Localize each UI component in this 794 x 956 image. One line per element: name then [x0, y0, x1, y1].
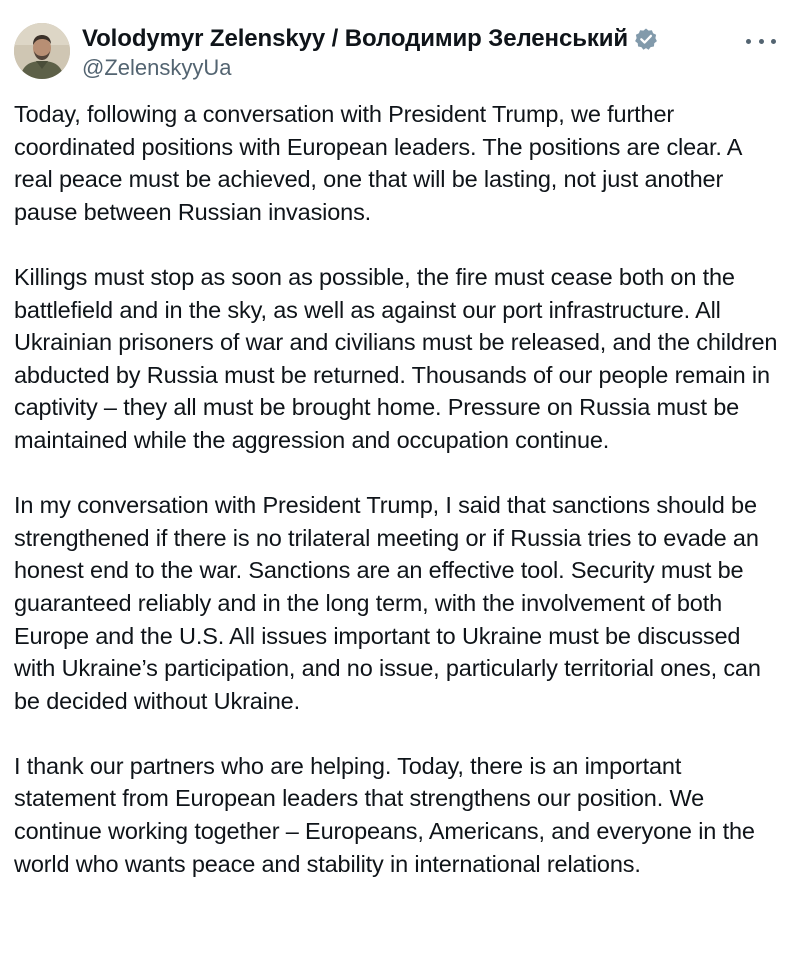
- author-avatar[interactable]: [14, 23, 70, 79]
- more-options-icon[interactable]: [746, 31, 776, 51]
- tweet-paragraph: In my conversation with President Trump, I said that sanctions should be strengthened if there is no trilateral meeting or if Russia tries to evade an honest end to the war. Sanctions are an effective tool. Security must be guaranteed reliably and in the long term, with the involvement of both Europe and the U.S. All issues important to Ukraine must be discussed with Ukraine’s participation, and no issue, particularly territorial ones, can be decided without Ukraine.: [14, 492, 761, 714]
- name-row: [82, 25, 722, 53]
- author-handle[interactable]: @ZelenskyyUa: [82, 55, 232, 80]
- more-dot: [771, 39, 776, 44]
- tweet-paragraph: Today, following a conversation with President Trump, we further coordinated positions with European leaders. The positions are clear. A real peace must be achieved, one that will be lasting, not just another pause between Russian invasions.: [14, 101, 742, 225]
- author-display-name[interactable]: Volodymyr Zelenskyy / Володимир Зеленський: [82, 25, 629, 52]
- more-dot: [746, 39, 751, 44]
- tweet-text: [14, 98, 784, 880]
- more-dot: [759, 39, 764, 44]
- tweet-header: [14, 23, 780, 83]
- avatar-image: [14, 23, 70, 79]
- tweet-paragraph: Killings must stop as soon as possible, the fire must cease both on the battlefield and in the sky, as well as against our port infrastructure. All Ukrainian prisoners of war and civilians must be released, and the children abducted by Russia must be returned. Thousands of our people remain in captivity – they all must be brought home. Pressure on Russia must be maintained while the aggression and occupation continue.: [14, 263, 778, 453]
- verified-badge-icon: [634, 27, 658, 51]
- author-names: [82, 25, 722, 81]
- tweet-paragraph: I thank our partners who are helping. Today, there is an important statement from European leaders that strengthens our position. We continue working together – Europeans, Americans, and everyone in the world who wants peace and stability in international relations.: [14, 752, 755, 877]
